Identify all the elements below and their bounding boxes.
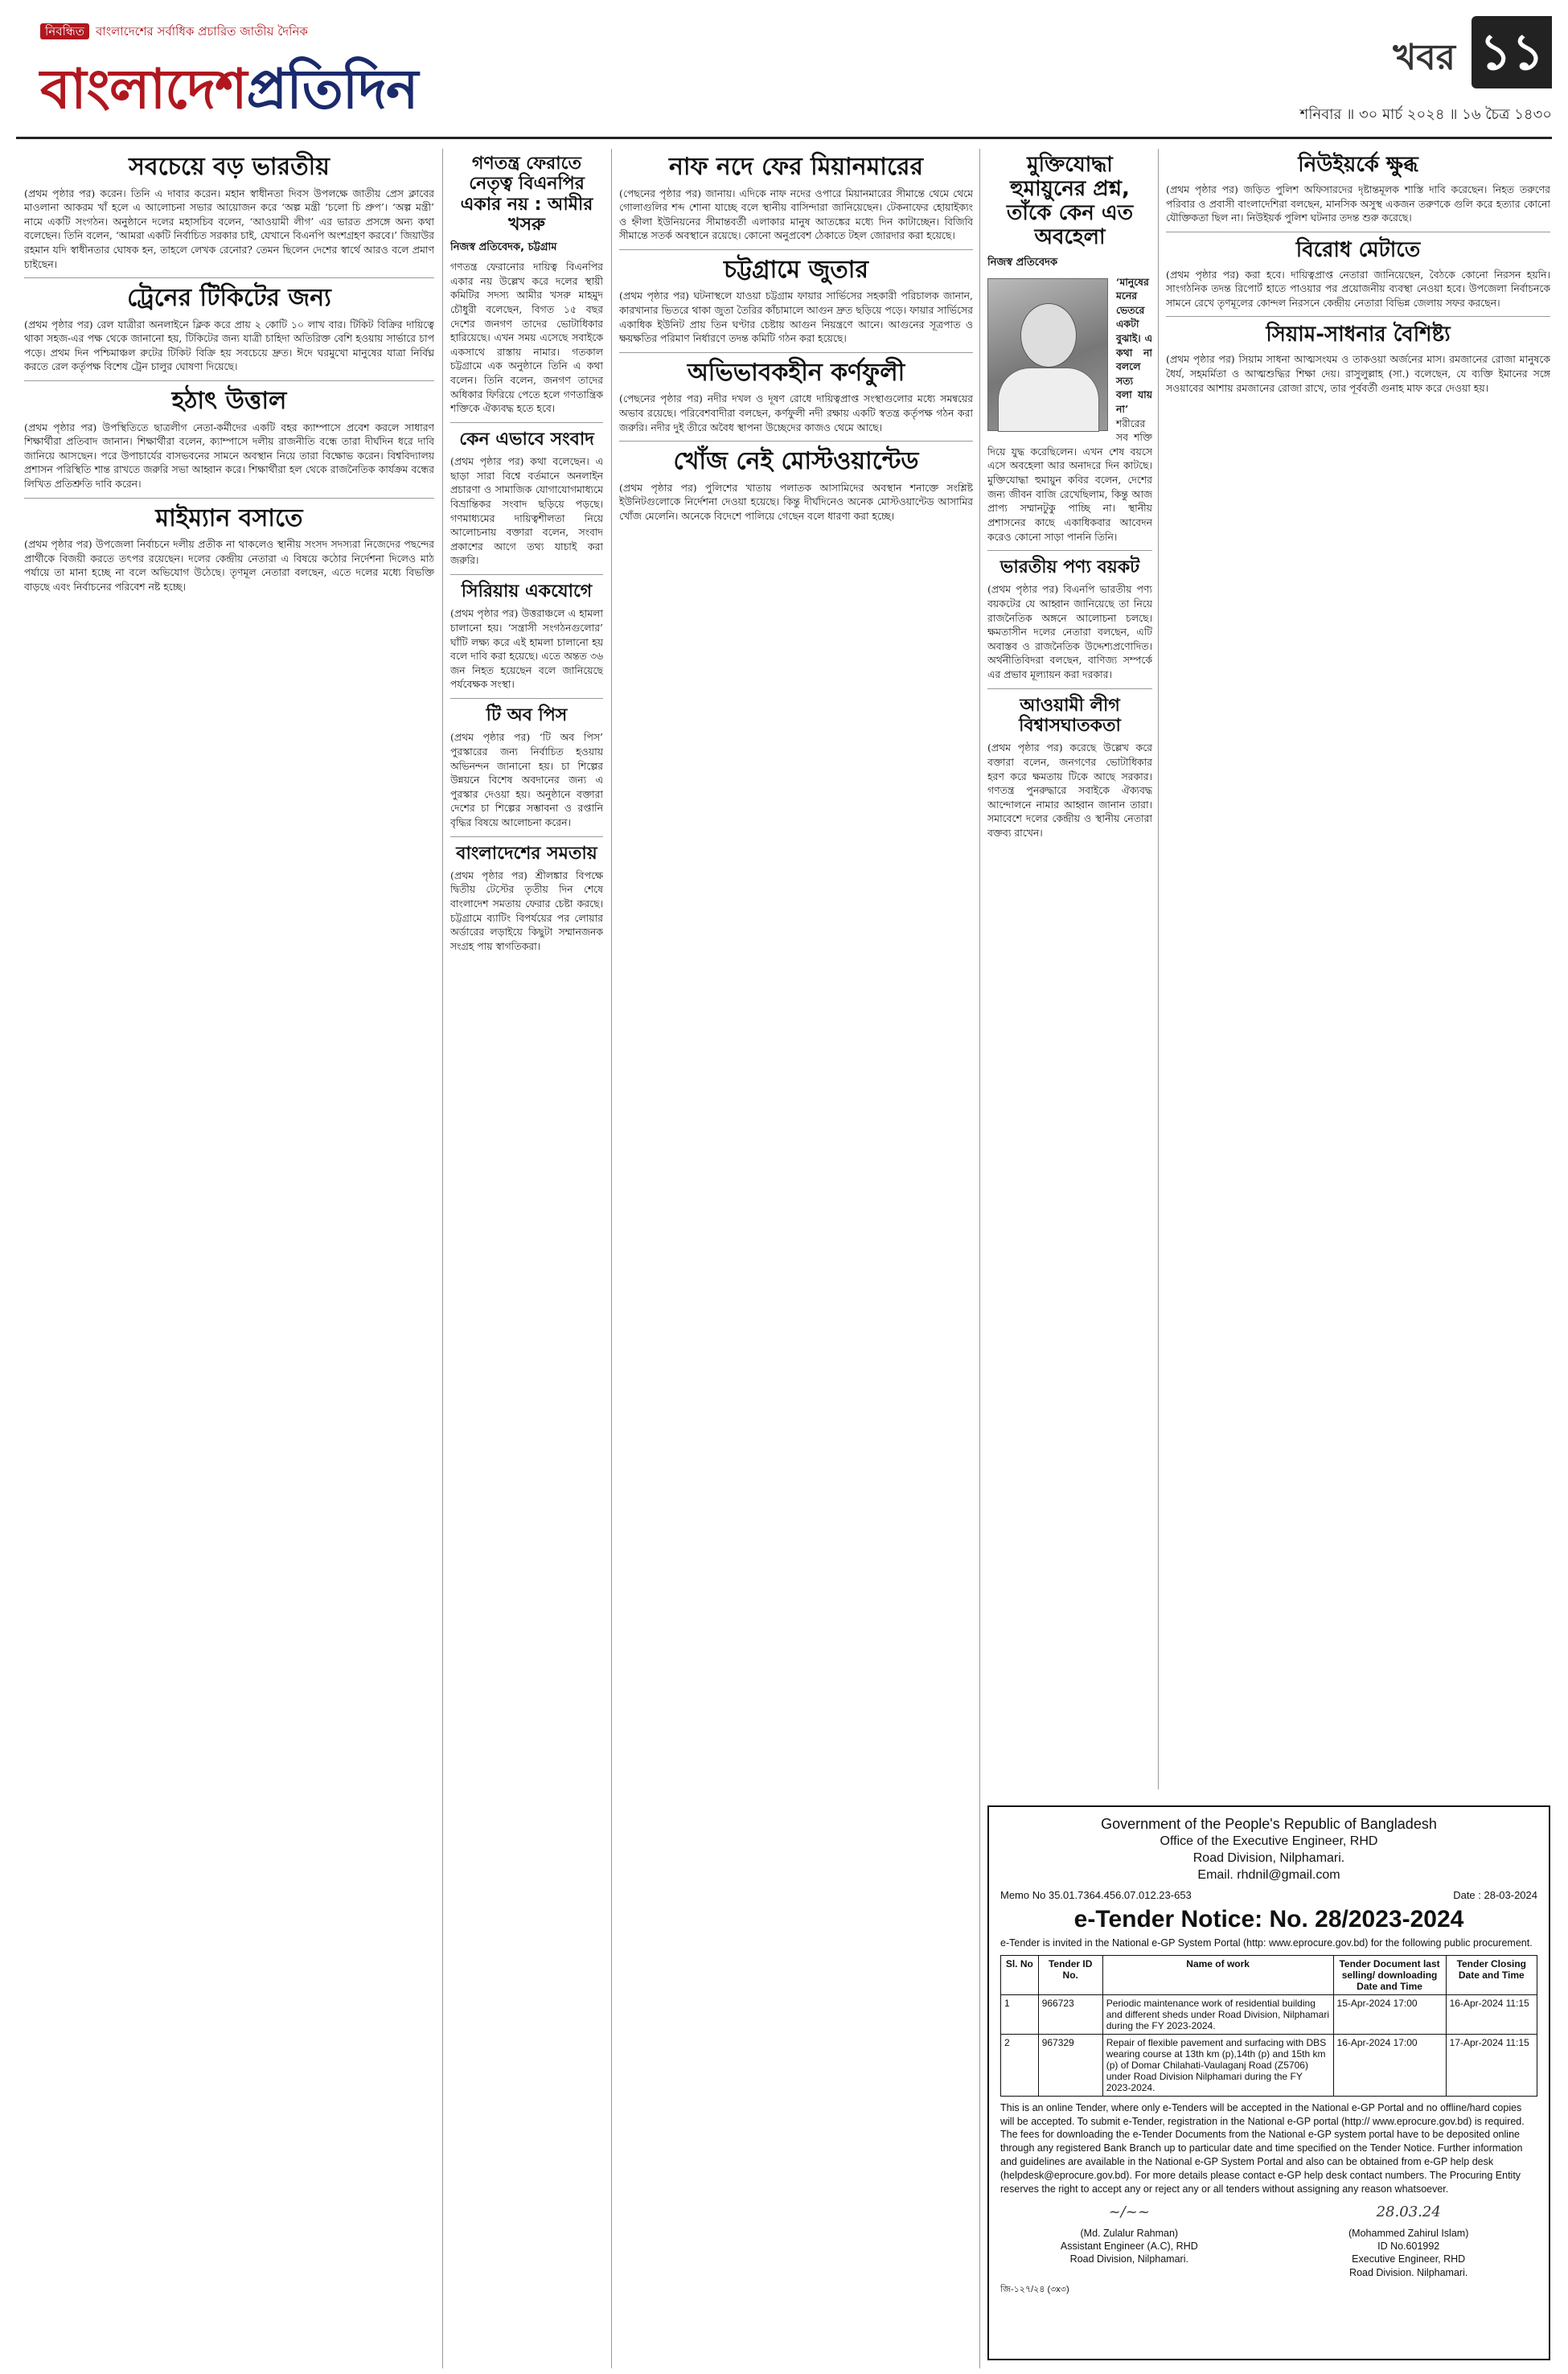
headline: হঠাৎ উত্তাল [171, 387, 287, 416]
separator [450, 698, 603, 699]
table-cell: 1 [1001, 1994, 1039, 2034]
division-line: Road Division, Nilphamari. [1192, 1851, 1345, 1866]
table-cell: Repair of flexible pavement and surfacing with DBS wearing course at 13th km (p),14th (p) and 15th km (p) of Domar Chilahati-Vaulaganj Road (Z5706) under Road Division Nilphamari during the FY 2023-2024. [1102, 2034, 1333, 2096]
table-row [1001, 2034, 1537, 2096]
signatory-id: ID No.601992 [1377, 2241, 1440, 2253]
headline: বাংলাদেশের সমতায় [456, 843, 597, 864]
separator [619, 441, 973, 442]
separator [987, 688, 1152, 689]
separator [1166, 316, 1550, 317]
article-body: (প্রথম পৃষ্ঠার পর) বিএনপি ভারতীয় পণ্য বয়কটের যে আহ্বান জানিয়েছে তা নিয়ে রাজনৈতিক অঙ্গনে আলোচনা চলছে। ক্ষমতাসীন দলের নেতারা বলছেন, এটি অবাস্তব ও রাজনৈতিক উদ্দেশ্যপ্রণোদিত। অর্থনীতিবিদরা বলছেন, বাণিজ্য সম্পর্কে এর প্রভাব মূল্যায়ন করা দরকার। [987, 583, 1152, 681]
tender-intro: e-Tender is invited in the National e-GP System Portal (http: www.eprocure.gov.bd) for the following public procurement. [1000, 1937, 1533, 1949]
article-body: (প্রথম পৃষ্ঠার পর) শ্রীলঙ্কার বিপক্ষে দ্বিতীয় টেস্টের তৃতীয় দিন শেষে বাংলাদেশ সমতায় ফেরার চেষ্টা করছে। চট্টগ্রামে ব্যাটিং বিপর্যয়ের পর লোয়ার অর্ডারের লড়াইয়ে কিছুটা সম্মানজনক সংগ্রহ পায় স্বাগতিকরা। [450, 869, 603, 952]
headline: ভারতীয় পণ্য বয়কট [999, 557, 1140, 578]
pull-quote: ‘মানুষের মনের ভেতরে একটা বুঝাই। এ কথা না বললে সত্য বলা যায় না’ [1116, 275, 1152, 416]
logo-tagline-badge: নিবন্ধিত [40, 23, 89, 39]
table-header-row [1001, 1955, 1537, 1994]
column-3 [619, 149, 973, 2368]
article-body: (প্রথম পৃষ্ঠার পর) করেন। তিনি এ দাবার করেন। মহান স্বাধীনতা দিবস উপলক্ষে জাতীয় প্রেস ক্লাবের মাওলানা আকরম খাঁ হলে এ আলোচনা সভার আয়োজন করে ‘অল্প মন্ত্রী ‘চলো চি প্রুপ’। ‘অল্প মন্ত্রী’ নামে একটি সংগঠন। অনুষ্ঠানে দলের মহাসচিব বলেন, ‘আওয়ামী লীগ’ এর ভারত প্রসঙ্গে অন্য কথা বলেছেন। তিনি বলেন, ‘আমরা একটি নির্বাচিত সরকার চাই, যেখানে বিএনপি অংশগ্রহণ করবে।’ জিয়াউর রহমান যদি স্বাধীনতার ঘোষক হন, তাহলে লেখক রেনোর? তেমন ছিলেন দেশের স্বার্থে আরও বলে প্রমাণ চাইছেন। [24, 187, 434, 270]
separator [450, 574, 603, 575]
separator [450, 836, 603, 837]
masthead-rule [16, 137, 1552, 139]
dateline: শনিবার ॥ ৩০ মার্চ ২০২৪ ॥ ১৬ চৈত্র ১৪৩০ [1299, 106, 1552, 123]
headline: আওয়ামী লীগ বিশ্বাসঘাতকতা [1019, 695, 1121, 736]
signature-scribble: ~/~~ [1108, 2203, 1150, 2220]
headline: খোঁজ নেই মোস্টওয়ান্টেড [673, 447, 919, 476]
byline: নিজস্ব প্রতিবেদক, চট্টগ্রাম [450, 241, 557, 254]
signatory-name: (Md. Zulalur Rahman) [1080, 2227, 1179, 2239]
logo-tagline-text: বাংলাদেশের সর্বাধিক প্রচারিত জাতীয় দৈনিক [96, 24, 308, 39]
table-header: Tender Closing Date and Time [1446, 1955, 1537, 1994]
memo-row [1000, 1889, 1537, 1901]
signature-right [1279, 2203, 1537, 2279]
photo-face [1020, 303, 1077, 368]
column-divider [979, 149, 980, 2368]
headline: মাইম্যান বসাতে [155, 503, 303, 532]
tender-notes: This is an online Tender, where only e-Tenders will be accepted in the National e-GP Portal and no offline/hard copies will be accepted. To submit e-Tender, registration in the National e-GP portal (http:// www.eprocure.gov.bd) is required. The fees for downloading the e-Tender Documents from the National e-GP system portal have to be deposited online through any registered Bank Branch up to particular date and time specified on the Tender Notice. Further information and guidelines are available in the National e-GP System Portal and also can be obtained from e-GP help desk (helpdesk@eprocure.gov.bd). For more details please contact e-GP help desk contact numbers. The Procuring Entity reserves the right to accept any or reject any or all tenders without assigning any reason whatsoever. [1000, 2101, 1525, 2195]
headline: নাফ নদে ফের মিয়ানমারের [668, 153, 924, 181]
email-line: Email. rhdnil@gmail.com [1197, 1867, 1340, 1882]
column-5 [1166, 149, 1550, 1797]
tender-header [1000, 1815, 1537, 1884]
signatory-office: Road Division. Nilphamari. [1349, 2266, 1468, 2278]
headline: কেন এভাবে সংবাদ [459, 429, 594, 450]
newspaper-name [40, 47, 418, 138]
tender-table [1000, 1955, 1537, 2097]
table-row [1001, 1994, 1537, 2034]
signatory-office: Road Division, Nilphamari. [1069, 2253, 1188, 2265]
separator [24, 380, 434, 381]
article-body: গণতন্ত্র ফেরানোর দায়িত্ব বিএনপির একার নয় উল্লেখ করে দলের স্থায়ী কমিটির সদস্য আমীর খসরু মাহমুদ চৌধুরী বলেছেন, বিগত ১৫ বছর দেশের জনগণ তাদের ভোটাধিকার হারিয়েছে। এখন সময় এসেছে সবাইকে একসাথে রাস্তায় নামার। গতকাল চট্টগ্রামে এক অনুষ্ঠানে তিনি এ কথা বলেন। তিনি বলেন, জনগণ তাদের অধিকার ফিরিয়ে পেতে হলে গণতান্ত্রিক শক্তিকে ঐক্যবদ্ধ হতে হবে। [450, 261, 603, 415]
headline: সবচেয়ে বড় ভারতীয় [129, 153, 330, 181]
article-body: (প্রথম পৃষ্ঠার পর) জড়িত পুলিশ অফিসারদের দৃষ্টান্তমূলক শাস্তি দাবি করেছেন। নিহত তরুণের পরিবার ও প্রবাসী বাংলাদেশিরা বলছেন, মানসিক অসুস্থ একজন তরুণকে গুলি করে হত্যার কোনো যৌক্তিকতা ছিল না। নিউইয়র্ক পুলিশ ঘটনার তদন্ত শুরু করেছে। [1166, 183, 1550, 224]
column-divider [611, 149, 612, 2368]
table-cell: 15-Apr-2024 17:00 [1333, 1994, 1446, 2034]
article-body: (প্রথম পৃষ্ঠার পর) উপজেলা নির্বাচনে দলীয় প্রতীক না থাকলেও স্থানীয় সংসদ সদস্যরা নিজেদের পছন্দের প্রার্থীকে বিজয়ী করতে তৎপর রয়েছেন। দলের কেন্দ্রীয় নেতারা এ বিষয়ে কঠোর নির্দেশনা দিলেও মাঠ পর্যায়ে তা মানা হচ্ছে না বলে অভিযোগ উঠেছে। তৃণমূল নেতারা বলছেন, এতে দলের মধ্যে বিভক্তি বাড়ছে এবং নির্বাচনের পরিবেশ নষ্ট হচ্ছে। [24, 538, 434, 593]
headline: চট্টগ্রামে জুতার [724, 255, 868, 284]
memo-date: Date : 28-03-2024 [1453, 1888, 1537, 1901]
separator [450, 422, 603, 423]
government-line: Government of the People's Republic of Bangladesh [1101, 1816, 1437, 1832]
table-header: Sl. No [1001, 1955, 1039, 1994]
tender-notice [987, 1805, 1550, 2360]
article-body: (প্রথম পৃষ্ঠার পর) করেছে উল্লেখ করে বক্তারা বলেন, জনগণের ভোটাধিকার হরণ করে ক্ষমতায় টিকে আছে সরকার। গণতন্ত্র পুনরুদ্ধারে সবাইকে ঐক্যবদ্ধ আন্দোলনে নামার আহ্বান জানান তারা। সমাবেশে দলের কেন্দ্রীয় ও স্থানীয় নেতারা বক্তব্য রাখেন। [987, 741, 1152, 839]
headline: মুক্তিযোদ্ধা হুমায়ুনের প্রশ্ন, তাঁকে কেন এত অবহেলা [1006, 153, 1134, 249]
photo-shirt [998, 368, 1099, 432]
headline: ট্রেনের টিকিটের জন্য [127, 284, 331, 313]
article-body: (প্রথম পৃষ্ঠার পর) কথা বলেছেন। এ ছাড়া সারা বিশ্বে বর্তমানে অনলাইন প্রচারণা ও সামাজিক যোগাযোগমাধ্যমে বিভ্রান্তিকর সংবাদ ছড়িয়ে পড়ছে। গণমাধ্যমের দায়িত্বশীলতা নিয়ে আলোচনায় বক্তারা বলেন, সংবাদ প্রকাশের আগে তথ্য যাচাই করা জরুরি। [450, 455, 603, 567]
table-header: Tender Document last selling/ downloading Date and Time [1333, 1955, 1446, 1994]
table-cell: 16-Apr-2024 11:15 [1446, 1994, 1537, 2034]
table-cell: 966723 [1038, 1994, 1102, 2034]
table-cell: 16-Apr-2024 17:00 [1333, 2034, 1446, 2096]
newspaper-name-part1: বাংলাদেশ [40, 58, 247, 121]
memo-number: Memo No 35.01.7364.456.07.012.23-653 [1000, 1888, 1192, 1901]
article-body: (প্রথম পৃষ্ঠার পর) করা হবে। দায়িত্বপ্রাপ্ত নেতারা জানিয়েছেন, বৈঠকে কোনো নিরসন হয়নি। সাংগঠনিক তদন্ত রিপোর্ট হাতে পাওয়ার পর প্রয়োজনীয় ব্যবস্থা নেওয়া হবে। উপজেলা নির্বাচনকে সামনে রেখে তৃণমূলের কোন্দল নিরসনে কেন্দ্রীয় নেতারা বিভিন্ন জেলায় সফর করছেন। [1166, 268, 1550, 309]
table-header: Tender ID No. [1038, 1955, 1102, 1994]
portrait-photo [987, 278, 1108, 431]
separator [24, 277, 434, 278]
table-cell: 17-Apr-2024 11:15 [1446, 2034, 1537, 2096]
newspaper-logo [32, 16, 482, 137]
headline: অভিভাবকহীন কর্ণফুলী [687, 358, 905, 387]
separator [24, 498, 434, 499]
column-1 [24, 149, 434, 2368]
separator [619, 249, 973, 250]
byline: নিজস্ব প্রতিবেদক [987, 256, 1058, 269]
article-body: (প্রথম পৃষ্ঠার পর) ‘টি অব পিস’ পুরস্কারের জন্য নির্বাচিত হওয়ায় অভিনন্দন জানানো হয়। চা শিল্পের উন্নয়নে বিশেষ অবদানের জন্য এ পুরস্কার দেওয়া হয়। অনুষ্ঠানে বক্তারা দেশের চা শিল্পের সম্ভাবনা ও রপ্তানি বৃদ্ধির বিষয়ে আলোচনা করেন। [450, 731, 603, 828]
headline: সিয়াম-সাধনার বৈশিষ্ট্য [1266, 322, 1451, 347]
table-cell: 2 [1001, 2034, 1039, 2096]
tender-title: e-Tender Notice: No. 28/2023-2024 [1073, 1905, 1464, 1932]
separator [987, 550, 1152, 551]
column-divider [1158, 149, 1159, 1789]
headline: নিউইয়র্কে ক্ষুব্ধ [1298, 153, 1418, 177]
office-line: Office of the Executive Engineer, RHD [1160, 1834, 1378, 1849]
signature-left [1000, 2203, 1258, 2279]
signature-date: 28.03.24 [1376, 2203, 1441, 2220]
headline: বিরোধ মেটাতে [1295, 237, 1421, 262]
signatory-title: Executive Engineer, RHD [1352, 2253, 1466, 2265]
article-body: (পেছনের পৃষ্ঠার পর) নদীর দখল ও দূষণ রোধে দায়িত্বপ্রাপ্ত সংস্থাগুলোর মধ্যে সমন্বয়ের অভাব রয়েছে। পরিবেশবাদীরা বলছেন, কর্ণফুলী নদী রক্ষায় একটি স্বতন্ত্র কর্তৃপক্ষ গঠন করা জরুরি। নদীর দুই তীরে অবৈধ স্থাপনা উচ্ছেদের কাজও থেমে আছে। [619, 392, 973, 433]
article-body: (প্রথম পৃষ্ঠার পর) সিয়াম সাধনা আত্মসংযম ও তাকওয়া অর্জনের মাস। রমজানের রোজা মানুষকে ধৈর্য, সহমর্মিতা ও আত্মশুদ্ধির শিক্ষা দেয়। রাসুলুল্লাহ (সা.) বলেছেন, যে ব্যক্তি ইমানের সঙ্গে সওয়াবের আশায় রমজানের রোজা রাখে, তার পূর্ববর্তী গুনাহ মাফ করে দেওয়া হয়। [1166, 353, 1550, 394]
newspaper-name-part2: প্রতিদিন [246, 58, 418, 121]
table-header: Name of work [1102, 1955, 1333, 1994]
headline: গণতন্ত্র ফেরাতে নেতৃত্ব বিএনপির একার নয় : আমীর খসরু [460, 154, 593, 235]
article-body: (প্রথম পৃষ্ঠার পর) পুলিশের খাতায় পলাতক আসামিদের অবস্থান শনাক্তে সংশ্লিষ্ট ইউনিটগুলোকে নির্দেশনা দেওয়া হয়েছে। কিন্তু দীর্ঘদিনেও অনেক মোস্টওয়ান্টেড আসামির খোঁজ মেলেনি। অনেকে বিদেশে পালিয়ে গেছেন বলে ধারণা করা হচ্ছে। [619, 481, 973, 522]
headline: টি অব পিস [486, 705, 568, 726]
article-body: (প্রথম পৃষ্ঠার পর) রেল যাত্রীরা অনলাইনে ক্লিক করে প্রায় ২ কোটি ১০ লাখ বার। টিকিট বিক্রির দায়িত্বে থাকা সহজ-এর পক্ষ থেকে জানানো হয়, টিকিটের জন্য যাত্রী চাহিদা অতিরিক্ত বেশি হওয়ায় সার্ভারে চাপ পড়ে। প্রথম দিন পশ্চিমাঞ্চল রুটের টিকিট বিক্রি হয় সবচেয়ে দ্রুত। ঈদে ঘরমুখো মানুষের যাত্রা নির্বিঘ্ন করতে রেল কর্তৃপক্ষ বিশেষ ট্রেন চালুর ঘোষণা দিয়েছে। [24, 318, 434, 373]
article-body: (প্রথম পৃষ্ঠার পর) উপস্থিতিতে ছাত্রলীগ নেতা-কর্মীদের একটি বহর ক্যাম্পাসে প্রবেশ করলে সাধারণ শিক্ষার্থীরা প্রতিবাদ জানান। শিক্ষার্থীরা বলেন, ক্যাম্পাসে দলীয় রাজনীতি বন্ধে তারা দীর্ঘদিন ধরে দাবি জানিয়ে আসছেন। পরে উপাচার্যের বাসভবনের সামনে অবস্থান নিয়ে তারা বিক্ষোভ করেন। বিশ্ববিদ্যালয় প্রশাসন পরিস্থিতি শান্ত রাখতে জরুরি সভা আহ্বান করে। শিক্ষার্থীরা হল থেকে রাজনৈতিক কার্যক্রম বন্ধের লিখিত প্রতিশ্রুতি দাবি করেন। [24, 421, 434, 491]
section-label: খবর [1393, 37, 1455, 78]
column-2 [450, 149, 603, 2368]
separator [619, 352, 973, 353]
signature-row [1000, 2203, 1537, 2279]
article-body: (প্রথম পৃষ্ঠার পর) উত্তরাঞ্চলে এ হামলা চালানো হয়। ‘সন্ত্রাসী সংগঠনগুলোর’ ঘাঁটি লক্ষ্য করে এই হামলা চালানো হয় বলে দাবি করা হয়েছে। এতে অন্তত ৩৬ জন নিহত হয়েছেন বলে জানিয়েছে পর্যবেক্ষক সংস্থা। [450, 607, 603, 691]
table-cell: Periodic maintenance work of residential building and different sheds under Road Division, Nilphamari during the FY 2023-2024. [1102, 1994, 1333, 2034]
headline: সিরিয়ায় একযোগে [461, 581, 593, 602]
column-4 [987, 149, 1152, 1797]
signatory-name: (Mohammed Zahirul Islam) [1348, 2227, 1469, 2239]
article-body: (প্রথম পৃষ্ঠার পর) ঘটনাস্থলে যাওয়া চট্টগ্রাম ফায়ার সার্ভিসের সহকারী পরিচালক জানান, কারখানার ভিতরে থাকা জুতা তৈরির কাঁচামালে আগুন দ্রুত ছড়িয়ে পড়ে। ফায়ার সার্ভিসের একাধিক ইউনিট প্রায় তিন ঘণ্টার চেষ্টায় আগুন নিয়ন্ত্রণে আনে। আগুনের সূত্রপাত ও ক্ষয়ক্ষতির পরিমাণ নির্ধারণে তদন্ত কমিটি গঠন করা হয়েছে। [619, 290, 973, 345]
table-cell: 967329 [1038, 2034, 1102, 2096]
column-divider [442, 149, 443, 2368]
ad-code: জি-১২৭/২৪ (৩x৩) [1000, 2284, 1069, 2294]
logo-tagline [40, 23, 308, 43]
signatory-title: Assistant Engineer (A.C), RHD [1060, 2241, 1198, 2253]
page-number: ১১ [1472, 16, 1552, 88]
masthead [16, 8, 1552, 145]
article-body: (পেছনের পৃষ্ঠার পর) জানায়। এদিকে নাফ নদের ওপারে মিয়ানমারের সীমান্তে থেমে থেমে গোলাগুলির শব্দ শোনা যাচ্ছে বলে স্থানীয় বাসিন্দারা জানিয়েছেন। টেকনাফের হোয়াইক্যং ও হ্নীলা ইউনিয়নের সীমান্তবর্তী এলাকার মানুষ আতঙ্কের মধ্যে দিন কাটাচ্ছেন। বিজিবি সীমান্তে সতর্ক অবস্থানে রয়েছে। কোনো অনুপ্রবেশ ঠেকাতে টহল জোরদার করা হয়েছে। [619, 187, 973, 242]
article-body: শরীরের সব শক্তি দিয়ে যুদ্ধ করেছিলেন। এখন শেষ বয়সে এসে অবহেলা আর অনাদরে দিন কাটছে। মুক্তিযোদ্ধা হুমায়ুন কবির বলেন, দেশের জন্য জীবন বাজি রেখেছিলাম, কিন্তু আজ প্রাপ্য সম্মানটুকু পাচ্ছি না। স্থানীয় প্রশাসনের কাছে একাধিকবার আবেদন করেও কোনো সাড়া পাননি তিনি। [987, 417, 1152, 543]
